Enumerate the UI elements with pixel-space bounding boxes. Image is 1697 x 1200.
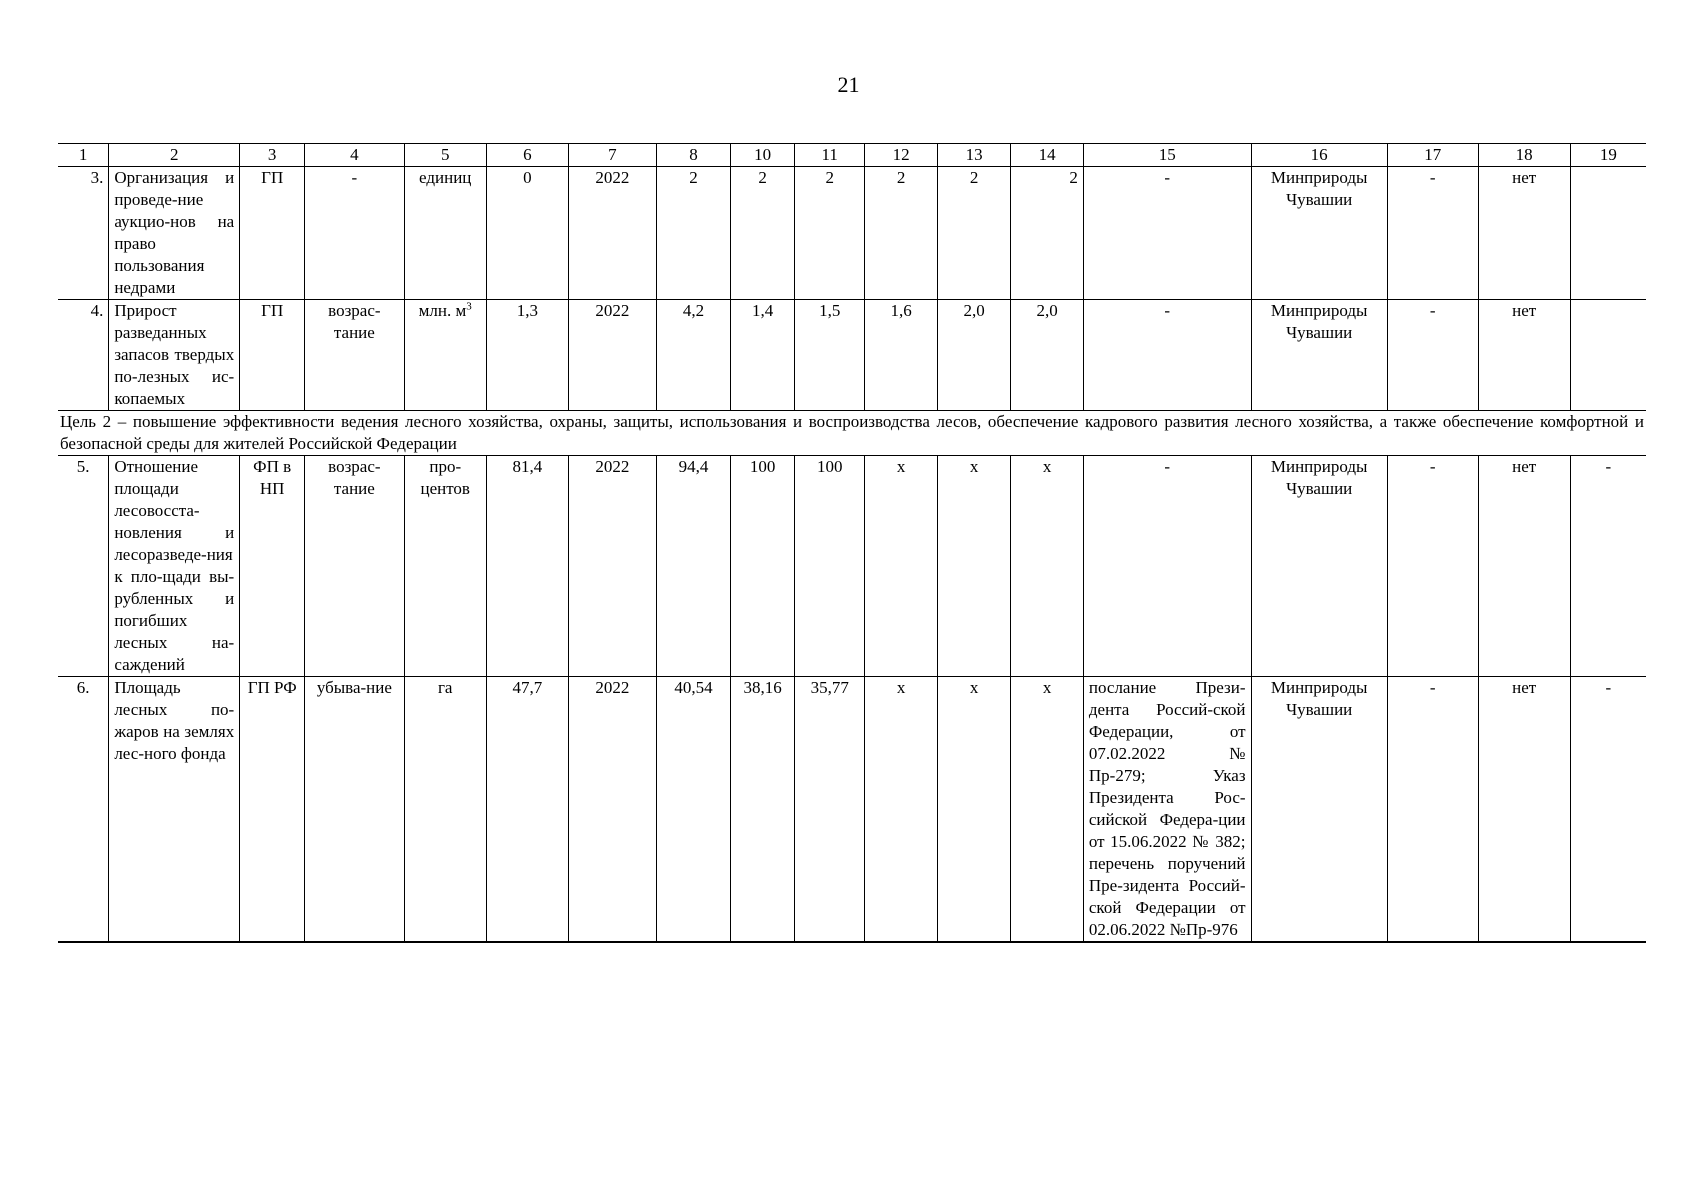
header-col-8: 8 <box>656 144 731 167</box>
row-number: 3. <box>58 167 109 300</box>
header-col-12: 12 <box>865 144 937 167</box>
header-col-10: 10 <box>731 144 795 167</box>
value-col-14: 2,0 <box>1011 300 1083 411</box>
col-19-value: - <box>1570 456 1646 677</box>
value-col-14: х <box>1011 677 1083 943</box>
value-col-13: 2,0 <box>937 300 1011 411</box>
value-col-13: х <box>937 456 1011 677</box>
col-19-value: - <box>1570 677 1646 943</box>
col-17-value: - <box>1387 677 1478 943</box>
basis-document: послание Прези-дента Россий-ской Федерации, от 07.02.2022 № Пр-279; Указ Президента Рос-сийской Федера-ции от 15.06.2022 № 382; перечень поручений Пре-зидента Россий-ской Федерации от 02.06.2022 №Пр-976 <box>1083 677 1251 943</box>
indicator-name: Прирост разведанных запасов твердых по-лезных ис-копаемых <box>109 300 240 411</box>
value-col-12: х <box>865 677 937 943</box>
value-col-12: 2 <box>865 167 937 300</box>
basis-document: - <box>1083 167 1251 300</box>
page-number: 21 <box>837 72 860 97</box>
indicators-table <box>58 143 1646 943</box>
indicator-trend: - <box>305 167 405 300</box>
value-col-14: х <box>1011 456 1083 677</box>
indicator-level: ГП <box>240 300 305 411</box>
col-18-value: нет <box>1478 456 1570 677</box>
header-col-2: 2 <box>109 144 240 167</box>
indicator-trend: возрас-тание <box>305 456 405 677</box>
base-year: 2022 <box>569 300 657 411</box>
indicator-trend: убыва-ние <box>305 677 405 943</box>
value-col-13: х <box>937 677 1011 943</box>
goal-row <box>58 411 1646 456</box>
base-value: 1,3 <box>486 300 568 411</box>
col-18-value: нет <box>1478 167 1570 300</box>
indicator-unit: единиц <box>404 167 486 300</box>
value-col-12: х <box>865 456 937 677</box>
header-col-15: 15 <box>1083 144 1251 167</box>
header-col-14: 14 <box>1011 144 1083 167</box>
indicator-level: ФП в НП <box>240 456 305 677</box>
col-18-value: нет <box>1478 677 1570 943</box>
unit-superscript: 3 <box>466 300 472 313</box>
goal-2-text: Цель 2 – повышение эффективности ведения лесного хозяйства, охраны, защиты, использования и воспроизводства лесов, обеспечение кадрового развития лесного хозяйства, а также обеспечение комфортной и безопасной среды для жителей Российской Федерации <box>58 411 1646 456</box>
value-col-11: 35,77 <box>795 677 865 943</box>
column-number-header-row <box>58 144 1646 167</box>
col-17-value: - <box>1387 300 1478 411</box>
header-col-6: 6 <box>486 144 568 167</box>
base-year: 2022 <box>569 167 657 300</box>
value-col-11: 100 <box>795 456 865 677</box>
table-row <box>58 167 1646 300</box>
base-year: 2022 <box>569 456 657 677</box>
header-col-18: 18 <box>1478 144 1570 167</box>
header-col-19: 19 <box>1570 144 1646 167</box>
header-col-11: 11 <box>795 144 865 167</box>
value-col-12: 1,6 <box>865 300 937 411</box>
table-row <box>58 677 1646 943</box>
value-col-10: 38,16 <box>731 677 795 943</box>
header-col-4: 4 <box>305 144 405 167</box>
indicator-trend: возрас-тание <box>305 300 405 411</box>
base-value: 47,7 <box>486 677 568 943</box>
unit-text: млн. м <box>418 301 467 320</box>
basis-document: - <box>1083 456 1251 677</box>
base-value: 0 <box>486 167 568 300</box>
value-col-8: 94,4 <box>656 456 731 677</box>
value-col-8: 2 <box>656 167 731 300</box>
indicator-name: Площадь лесных по-жаров на землях лес-ного фонда <box>109 677 240 943</box>
responsible-agency: Минприроды Чувашии <box>1251 300 1387 411</box>
value-col-10: 1,4 <box>731 300 795 411</box>
header-col-3: 3 <box>240 144 305 167</box>
value-col-10: 2 <box>731 167 795 300</box>
indicator-level: ГП <box>240 167 305 300</box>
table-row <box>58 300 1646 411</box>
value-col-13: 2 <box>937 167 1011 300</box>
header-col-7: 7 <box>569 144 657 167</box>
col-19-value <box>1570 167 1646 300</box>
header-col-5: 5 <box>404 144 486 167</box>
value-col-8: 40,54 <box>656 677 731 943</box>
value-col-11: 2 <box>795 167 865 300</box>
table-row <box>58 456 1646 677</box>
indicator-unit: про-центов <box>404 456 486 677</box>
col-18-value: нет <box>1478 300 1570 411</box>
col-19-value <box>1570 300 1646 411</box>
col-17-value: - <box>1387 167 1478 300</box>
responsible-agency: Минприроды Чувашии <box>1251 167 1387 300</box>
value-col-14: 2 <box>1011 167 1083 300</box>
indicator-unit: га <box>404 677 486 943</box>
row-number: 4. <box>58 300 109 411</box>
basis-document: - <box>1083 300 1251 411</box>
responsible-agency: Минприроды Чувашии <box>1251 677 1387 943</box>
indicator-name: Отношение площади лесовосста-новления и лесоразведе-ния к пло-щади вы-рубленных и погибших лесных на-саждений <box>109 456 240 677</box>
indicator-unit <box>404 300 486 411</box>
value-col-8: 4,2 <box>656 300 731 411</box>
responsible-agency: Минприроды Чувашии <box>1251 456 1387 677</box>
row-number: 5. <box>58 456 109 677</box>
indicator-name: Организация и проведе-ние аукцио-нов на право пользования недрами <box>109 167 240 300</box>
row-number: 6. <box>58 677 109 943</box>
value-col-11: 1,5 <box>795 300 865 411</box>
header-col-17: 17 <box>1387 144 1478 167</box>
base-value: 81,4 <box>486 456 568 677</box>
base-year: 2022 <box>569 677 657 943</box>
header-col-1: 1 <box>58 144 109 167</box>
header-col-13: 13 <box>937 144 1011 167</box>
indicator-level: ГП РФ <box>240 677 305 943</box>
header-col-16: 16 <box>1251 144 1387 167</box>
value-col-10: 100 <box>731 456 795 677</box>
col-17-value: - <box>1387 456 1478 677</box>
